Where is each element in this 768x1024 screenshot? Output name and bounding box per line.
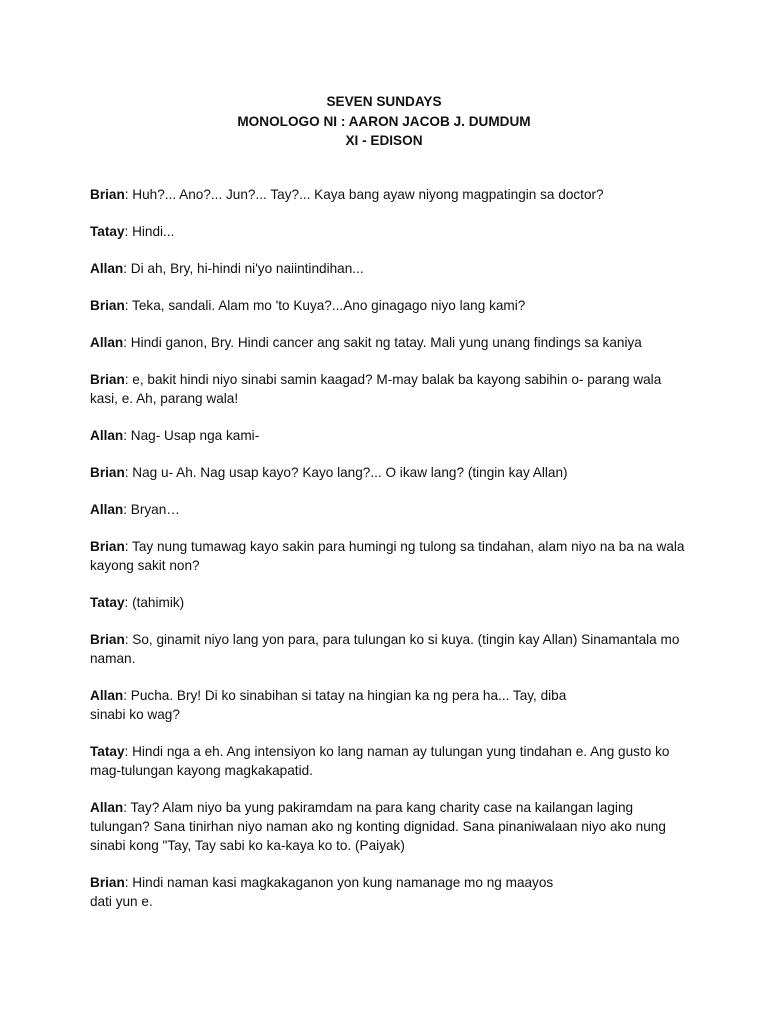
dialogue-text: : Di ah, Bry, hi-hindi ni'yo naiintindihan...	[123, 261, 364, 276]
dialogue-line	[90, 259, 690, 278]
dialogue-text: : e, bakit hindi niyo sinabi samin kaagad? M-may balak ba kayong sabihin o- parang wala kasi, e. Ah, parang wala!	[90, 372, 662, 406]
dialogue-text: : So, ginamit niyo lang yon para, para tulungan ko si kuya. (tingin kay Allan) Sinamantala mo naman.	[90, 632, 680, 666]
speaker-name: Brian	[90, 465, 125, 480]
dialogue-text: : Bryan…	[123, 502, 180, 517]
dialogue-line	[90, 463, 690, 482]
dialogue-text: : Pucha. Bry! Di ko sinabihan si tatay na hingian ka ng pera ha... Tay, diba sinabi ko wag?	[90, 688, 567, 722]
dialogue-line	[90, 185, 690, 204]
dialogue-line	[90, 798, 690, 855]
dialogue-line	[90, 630, 690, 668]
speaker-name: Tatay	[90, 744, 125, 759]
dialogue-line	[90, 500, 690, 519]
speaker-name: Brian	[90, 187, 125, 202]
dialogue-line	[90, 296, 690, 315]
dialogue-text: : (tahimik)	[124, 595, 185, 610]
speaker-name: Brian	[90, 298, 125, 313]
dialogue-text: : Nag u- Ah. Nag usap kayo? Kayo lang?... O ikaw lang? (tingin kay Allan)	[124, 465, 568, 480]
dialogue-line	[90, 686, 690, 724]
dialogue-line	[90, 873, 690, 911]
speaker-name: Brian	[90, 372, 125, 387]
script-body	[90, 185, 690, 929]
dialogue-line	[90, 426, 690, 445]
dialogue-text: : Teka, sandali. Alam mo 'to Kuya?...Ano ginagago niyo lang kami?	[124, 298, 526, 313]
document-header	[0, 92, 768, 151]
dialogue-text: : Hindi naman kasi magkakaganon yon kung namanage mo ng maayos dati yun e.	[90, 875, 554, 909]
dialogue-text: : Huh?... Ano?... Jun?... Tay?... Kaya bang ayaw niyong magpatingin sa doctor?	[124, 187, 604, 202]
speaker-name: Allan	[90, 502, 124, 517]
dialogue-text: : Tay nung tumawag kayo sakin para humingi ng tulong sa tindahan, alam niyo na ba na wala kayong sakit non?	[90, 539, 685, 573]
speaker-name: Tatay	[90, 595, 125, 610]
speaker-name: Brian	[90, 875, 125, 890]
speaker-name: Allan	[90, 800, 124, 815]
dialogue-text: : Hindi ganon, Bry. Hindi cancer ang sakit ng tatay. Mali yung unang findings sa kaniya	[123, 335, 642, 350]
document-title: SEVEN SUNDAYS	[326, 94, 442, 109]
dialogue-text: : Hindi nga a eh. Ang intensiyon ko lang naman ay tulungan yung tindahan e. Ang gusto ko mag-tulungan kayong magkakapatid.	[90, 744, 670, 778]
document-author: MONOLOGO NI : AARON JACOB J. DUMDUM	[237, 113, 531, 129]
dialogue-line	[90, 222, 690, 241]
speaker-name: Tatay	[90, 224, 125, 239]
speaker-name: Allan	[90, 688, 124, 703]
speaker-name: Allan	[90, 335, 124, 350]
document-section: XI - EDISON	[345, 133, 423, 148]
dialogue-text: : Tay? Alam niyo ba yung pakiramdam na para kang charity case na kailangan laging tulungan? Sana tinirhan niyo naman ako ng konting dignidad. Sana pinaniwalaan niyo ako nung sinabi kong "Tay, Tay sabi ko ka-kaya ko to. (Paiyak)	[90, 800, 666, 853]
dialogue-line	[90, 593, 690, 612]
dialogue-text: : Hindi...	[124, 224, 175, 239]
dialogue-line	[90, 537, 690, 575]
speaker-name: Brian	[90, 632, 125, 647]
speaker-name: Allan	[90, 261, 124, 276]
dialogue-line	[90, 370, 690, 408]
speaker-name: Allan	[90, 428, 124, 443]
dialogue-text: : Nag- Usap nga kami-	[123, 428, 260, 443]
speaker-name: Brian	[90, 539, 125, 554]
dialogue-line	[90, 742, 690, 780]
dialogue-line	[90, 333, 690, 352]
